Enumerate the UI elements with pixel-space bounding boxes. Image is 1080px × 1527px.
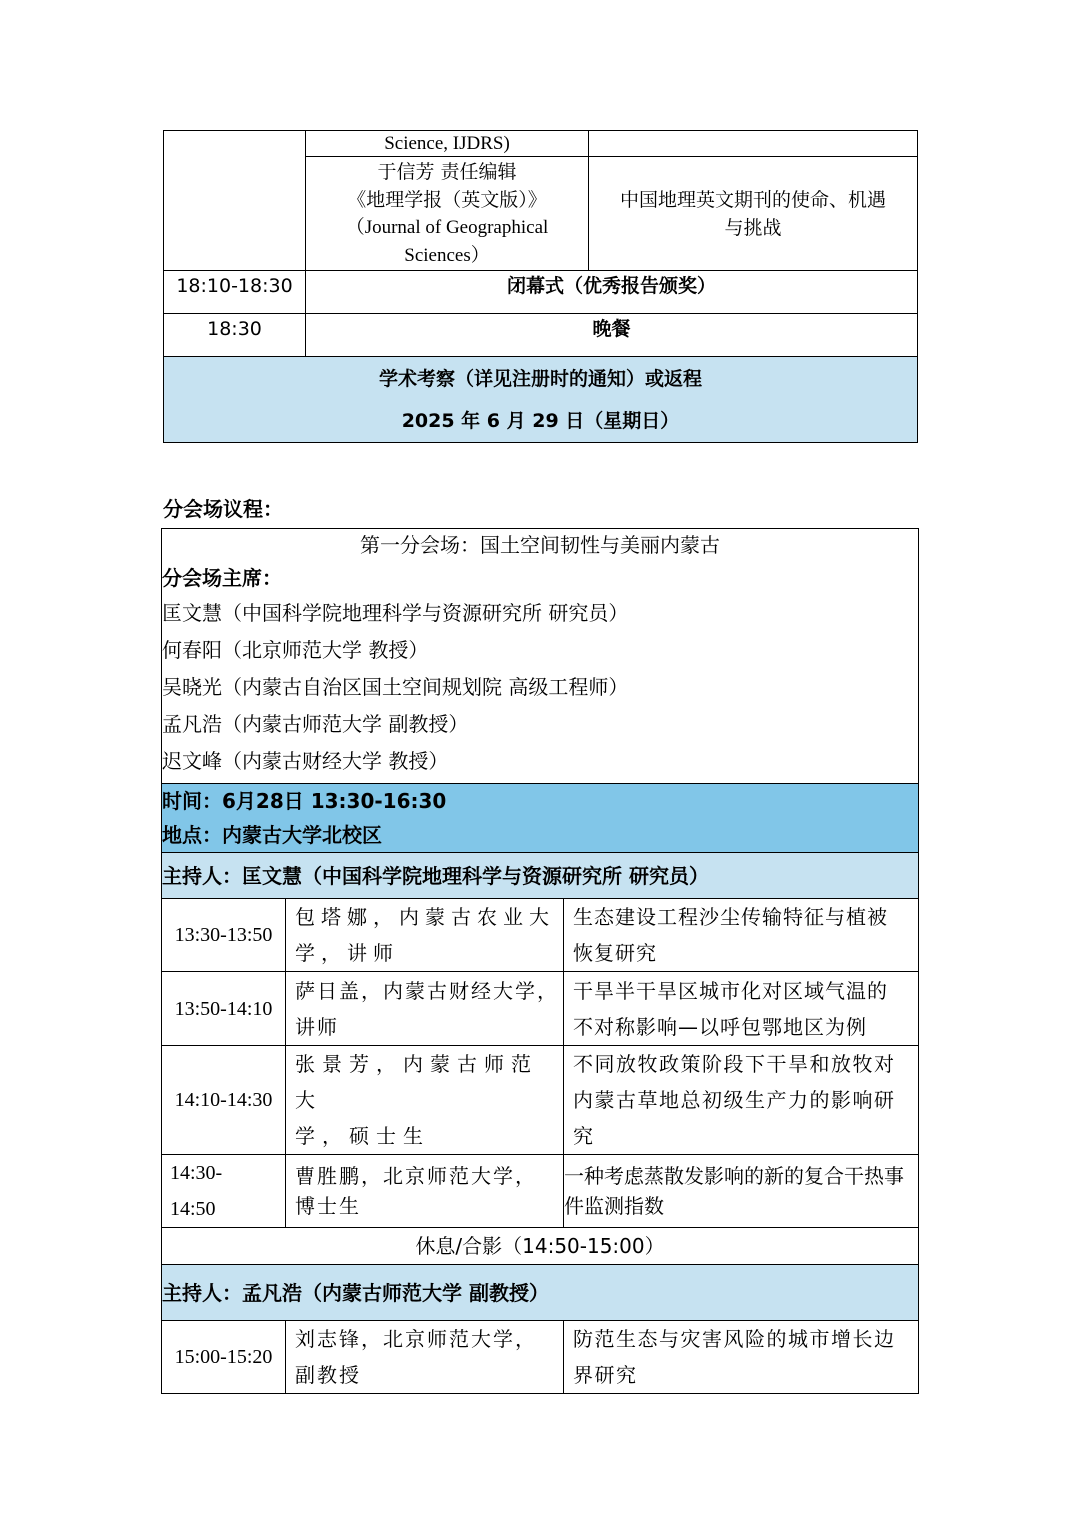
session-time: 时间：6月28日 13:30-16:30	[162, 789, 447, 813]
time-cell: 18:10-18:30	[164, 271, 306, 314]
table-row	[162, 899, 919, 972]
table-row	[164, 271, 918, 314]
speaker-line: 于信芳 责任编辑	[377, 160, 517, 183]
closing-schedule-table	[163, 130, 918, 443]
speaker-line: 刘志锋，北京师范大学，	[295, 1327, 537, 1351]
slot-time: 13:30-13:50	[162, 899, 286, 972]
closing-ceremony-cell: 闭幕式（优秀报告颁奖）	[306, 271, 918, 314]
excursion-cell	[164, 357, 918, 443]
slot-title	[564, 1321, 919, 1394]
title-line: 中国地理英文期刊的使命、机遇	[619, 188, 886, 211]
chair-item: 迟文峰（内蒙古财经大学 教授）	[162, 749, 449, 773]
speaker-text: Science, IJDRS)	[384, 132, 510, 154]
title-line: 恢复研究	[573, 941, 657, 965]
section-heading: 分会场议程：	[163, 497, 283, 521]
speaker-cell	[306, 131, 589, 157]
table-row	[162, 1321, 919, 1394]
slot-time: 15:00-15:20	[162, 1321, 286, 1394]
title-line: 生态建设工程沙尘传输特征与植被	[573, 905, 888, 929]
slot-title	[564, 899, 919, 972]
table-row	[162, 853, 919, 899]
slot-time: 14:10-14:30	[162, 1046, 286, 1155]
speaker-line: 《地理学报（英文版）》	[347, 188, 547, 211]
slot-speaker	[286, 1321, 564, 1394]
table-row	[162, 529, 919, 784]
slot-time	[162, 1155, 286, 1228]
title-line: 不同放牧政策阶段下干旱和放牧对	[573, 1052, 896, 1076]
speaker-line: 包塔娜，内蒙古农业大	[295, 905, 555, 929]
speaker-line: （Journal of Geographical	[345, 216, 549, 238]
breakout-session-table	[161, 528, 919, 1394]
session-info-cell	[162, 529, 919, 784]
title-line: 界研究	[573, 1363, 638, 1387]
slot-speaker	[286, 899, 564, 972]
break-cell: 休息/合影（14:50-15:00）	[162, 1228, 919, 1265]
chair-item: 吴晓光（内蒙古自治区国土空间规划院 高级工程师）	[162, 675, 629, 699]
table-row	[162, 784, 919, 853]
slot-speaker	[286, 1155, 564, 1228]
slot-title	[564, 972, 919, 1046]
chair-item: 何春阳（北京师范大学 教授）	[162, 638, 429, 662]
table-row	[162, 1046, 919, 1155]
title-line: 与挑战	[724, 216, 782, 239]
speaker-line: 萨日盖，内蒙古财经大学，	[295, 978, 559, 1003]
title-line: 内蒙古草地总初级生产力的影响研	[573, 1088, 896, 1112]
speaker-line: Sciences）	[404, 244, 490, 266]
speaker-cell	[306, 157, 589, 271]
title-line: 究	[573, 1124, 595, 1148]
host-cell: 主持人：匡文慧（中国科学院地理科学与资源研究所 研究员）	[162, 853, 919, 899]
title-line: 干旱半干旱区城市化对区域气温的	[573, 978, 888, 1003]
slot-time: 13:50-14:10	[162, 972, 286, 1046]
slot-speaker	[286, 1046, 564, 1155]
slot-title	[564, 1046, 919, 1155]
title-line: 防范生态与灾害风险的城市增长边	[573, 1327, 896, 1351]
excursion-line: 学术考察（详见注册时的通知）或返程	[378, 367, 702, 390]
chair-item: 孟凡浩（内蒙古师范大学 副教授）	[162, 712, 469, 736]
speaker-line: 讲师	[295, 1014, 339, 1039]
session-title: 第一分会场：国土空间韧性与美丽内蒙古	[360, 533, 720, 557]
time-location-cell	[162, 784, 919, 853]
slot-speaker	[286, 972, 564, 1046]
slot-title	[564, 1155, 919, 1228]
table-row	[162, 1265, 919, 1321]
host-cell: 主持人：孟凡浩（内蒙古师范大学 副教授）	[162, 1265, 919, 1321]
title-line: 一种考虑蒸散发影响的新的复合干热事	[564, 1164, 904, 1188]
chairs-label: 分会场主席：	[162, 566, 282, 590]
speaker-line: 博士生	[295, 1194, 361, 1218]
session-location: 地点：内蒙古大学北校区	[162, 823, 382, 847]
title-line: 件监测指数	[564, 1194, 664, 1218]
speaker-line: 副教授	[295, 1363, 361, 1387]
time-cell	[164, 131, 306, 271]
table-row	[164, 314, 918, 357]
table-row	[164, 357, 918, 443]
speaker-line: 学，硕士生	[295, 1124, 430, 1148]
chair-item: 匡文慧（中国科学院地理科学与资源研究所 研究员）	[162, 601, 629, 625]
speaker-line: 曹胜鹏，北京师范大学，	[295, 1164, 537, 1188]
table-row	[164, 131, 918, 157]
dinner-cell: 晚餐	[306, 314, 918, 357]
title-cell	[589, 131, 918, 157]
time-line: 14:50	[170, 1198, 216, 1220]
time-cell: 18:30	[164, 314, 306, 357]
table-row	[162, 1228, 919, 1265]
table-row	[162, 972, 919, 1046]
speaker-line: 张景芳，内蒙古师范大	[295, 1052, 538, 1112]
time-line: 14:30-	[170, 1162, 223, 1184]
table-row	[162, 1155, 919, 1228]
speaker-line: 学，讲师	[295, 941, 399, 965]
title-cell	[589, 157, 918, 271]
title-line: 不对称影响—以呼包鄂地区为例	[573, 1014, 867, 1039]
excursion-date: 2025 年 6 月 29 日（星期日）	[401, 409, 680, 432]
